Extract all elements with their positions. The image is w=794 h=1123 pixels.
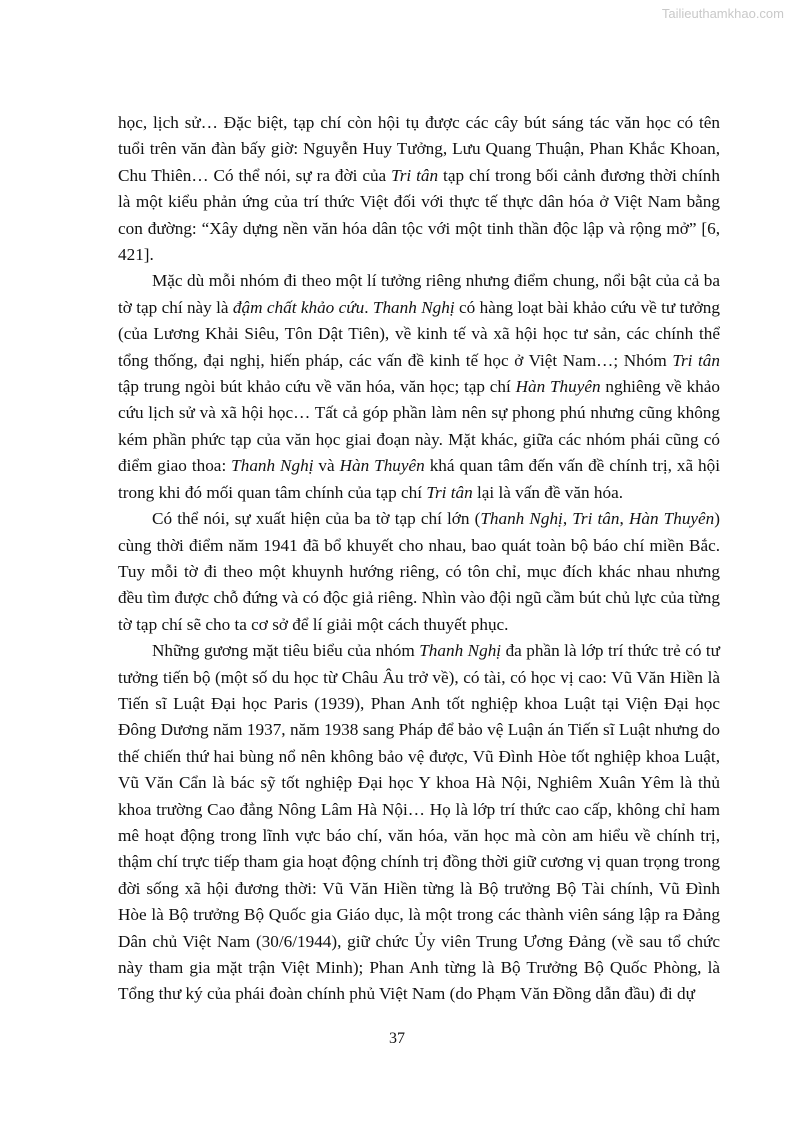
paragraph [118, 268, 720, 506]
page-body [118, 110, 720, 1008]
italic-title-run: Thanh Nghị [480, 509, 563, 529]
text-run: . [364, 297, 373, 317]
italic-title-run: Tri tân [672, 350, 720, 370]
page-number: 37 [389, 1030, 405, 1047]
text-run: nghiêng về khảo cứu lịch sử và xã hội học… Tất cả góp phần làm nên sự phong phú nhưng cũng không kém phần phức tạp của văn học giai đoạn này. Mặt khác, giữa các nhóm phái cũng có điểm giao thoa: [118, 377, 720, 476]
italic-title-run: Tri tân [391, 165, 439, 185]
paragraph [118, 110, 720, 268]
italic-title-run: Tri tân [426, 482, 473, 502]
text-run: đa phần là lớp trí thức trẻ có tư tưởng tiến bộ (một số du học từ Châu Âu trở về), có tài, có học vị cao: Vũ Văn Hiền là Tiến sĩ Luật Đại học Paris (1939), Phan Anh tốt nghiệp khoa Luật tại Viện Đại học Đông Dương năm 1937, năm 1938 sang Pháp để bảo vệ Luận án Tiến sĩ Luật nhưng do thế chiến thứ hai bùng nổ nên không bảo vệ được, Vũ Đình Hòe tốt nghiệp khoa Luật, Vũ Văn Cẩn là bác sỹ tốt nghiệp Đại học Y khoa Hà Nội, Nghiêm Xuân Yêm là thủ khoa trường Cao đẳng Nông Lâm Hà Nội… Họ là lớp trí thức cao cấp, không chỉ ham mê hoạt động trong lĩnh vực báo chí, văn hóa, văn học mà còn am hiểu về chính trị, thậm chí trực tiếp tham gia hoạt động chính trị đồng thời giữ cương vị quan trọng trong đời sống xã hội đương thời: Vũ Văn Hiền từng là Bộ trưởng Bộ Tài chính, Vũ Đình Hòe là Bộ trưởng Bộ Quốc gia Giáo dục, là một trong các thành viên sáng lập ra Đảng Dân chủ Việt Nam (30/6/1944), giữ chức Ủy viên Trung Ương Đảng (về sau tổ chức này tham gia mặt trận Việt Minh); Phan Anh từng là Bộ Trưởng Bộ Quốc Phòng, là Tổng thư ký của phái đoàn chính phủ Việt Nam (do Phạm Văn Đồng dẫn đầu) đi dự [118, 641, 720, 1004]
paragraph [118, 506, 720, 638]
watermark: Tailieuthamkhao.com [661, 6, 784, 21]
text-run: khá quan tâm đến vấn đề chính trị, xã hội trong khi đó mối quan tâm chính của tạp chí [118, 456, 721, 502]
text-run: tạp chí trong bối cảnh đương thời chính là một kiểu phản ứng của trí thức Việt đối với thực tế thực dân hóa ở Việt Nam bằng con đường: “Xây dựng nền văn hóa dân tộc với một tinh thần độc lập và rộng mở” [6, 421]. [118, 165, 720, 265]
italic-title-run: Thanh Nghị [372, 297, 455, 317]
italic-title-run: Hàn Thuyên [628, 509, 715, 529]
text-run: , [562, 509, 573, 529]
text-run: ) cùng thời điểm năm 1941 đã bổ khuyết cho nhau, bao quát toàn bộ báo chí miền Bắc. Tuy mỗi tờ đi theo một khuynh hướng riêng, có tôn chỉ, mục đích khác nhau nhưng đều tìm được chỗ đứng và có độc giả riêng. Nhìn vào đội ngũ cầm bút chủ lực của từng tờ tạp chí sẽ cho ta cơ sở để lí giải một cách thuyết phục. [118, 509, 721, 634]
text-run: Có thể nói, sự xuất hiện của ba tờ tạp chí lớn ( [152, 509, 481, 529]
text-run: và [313, 456, 340, 476]
text-run: có hàng loạt bài khảo cứu về tư tưởng (của Lương Khải Siêu, Tôn Dật Tiên), về kinh tế và xã hội học tư sản, các chính thể tổng thống, đại nghị, hiến pháp, các vấn đề kinh tế học ở Việt Nam…; Nhóm [118, 297, 720, 370]
italic-title-run: Hàn Thuyên [515, 377, 601, 397]
italic-title-run: Thanh Nghị [231, 456, 314, 476]
text-run: Mặc dù mỗi nhóm đi theo một lí tưởng riêng nhưng điểm chung, nổi bật của cả ba tờ tạp chí này là [118, 271, 720, 317]
italic-title-run: Hàn Thuyên [339, 456, 425, 476]
text-run: Những gương mặt tiêu biểu của nhóm [152, 641, 420, 661]
text-run: lại là vấn đề văn hóa. [472, 482, 624, 502]
italic-title-run: đậm chất khảo cứu [232, 297, 365, 317]
italic-title-run: Thanh Nghị [419, 641, 502, 661]
italic-title-run: Tri tân [572, 509, 620, 529]
paragraph [118, 638, 720, 1008]
text-run: học, lịch sử… Đặc biệt, tạp chí còn hội tụ được các cây bút sáng tác văn học có tên tuổi trên văn đàn bấy giờ: Nguyễn Huy Tưởng, Lưu Quang Thuận, Phan Khắc Khoan, Chu Thiên… Có thể nói, sự ra đời của [118, 113, 720, 185]
text-run: tập trung ngòi bút khảo cứu về văn hóa, văn học; tạp chí [118, 377, 516, 397]
text-run: , [619, 509, 629, 529]
